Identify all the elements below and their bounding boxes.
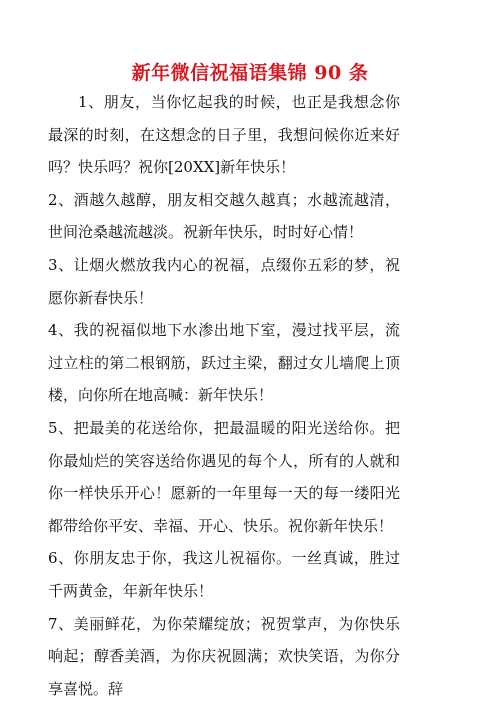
paragraph-3: 3、让烟火燃放我内心的祝福，点缀你五彩的梦，祝愿你新春快乐！	[48, 249, 400, 314]
paragraph-4: 4、我的祝福似地下水渗出地下室，漫过找平层，流过立柱的第二根钢筋，跃过主梁，翻过女儿墙爬上顶楼，向你所在地高喊：新年快乐！	[48, 314, 400, 412]
paragraph-1: 1、朋友，当你忆起我的时候，也正是我想念你最深的时刻，在这想念的日子里，我想问候你近来好吗？快乐吗？祝你[20XX]新年快乐！	[48, 86, 400, 184]
paragraph-5: 5、把最美的花送给你，把最温暖的阳光送给你。把你最灿烂的笑容送给你遇见的每个人，所有的人就和你一样快乐开心！愿新的一年里每一天的每一缕阳光都带给你平安、幸福、开心、快乐。祝你新年快乐！	[48, 412, 400, 542]
document-title: 新年微信祝福语集锦 90 条	[0, 58, 500, 88]
paragraph-6: 6、你朋友忠于你，我这儿祝福你。一丝真诚，胜过千两黄金，年新年快乐！	[48, 542, 400, 607]
paragraph-7: 7、美丽鲜花，为你荣耀绽放；祝贺掌声，为你快乐响起；醇香美酒，为你庆祝圆满；欢快笑语，为你分享喜悦。辞	[48, 608, 400, 705]
document-body	[48, 86, 400, 705]
paragraph-2: 2、酒越久越醇，朋友相交越久越真；水越流越清，世间沧桑越流越淡。祝新年快乐，时时好心情！	[48, 184, 400, 249]
